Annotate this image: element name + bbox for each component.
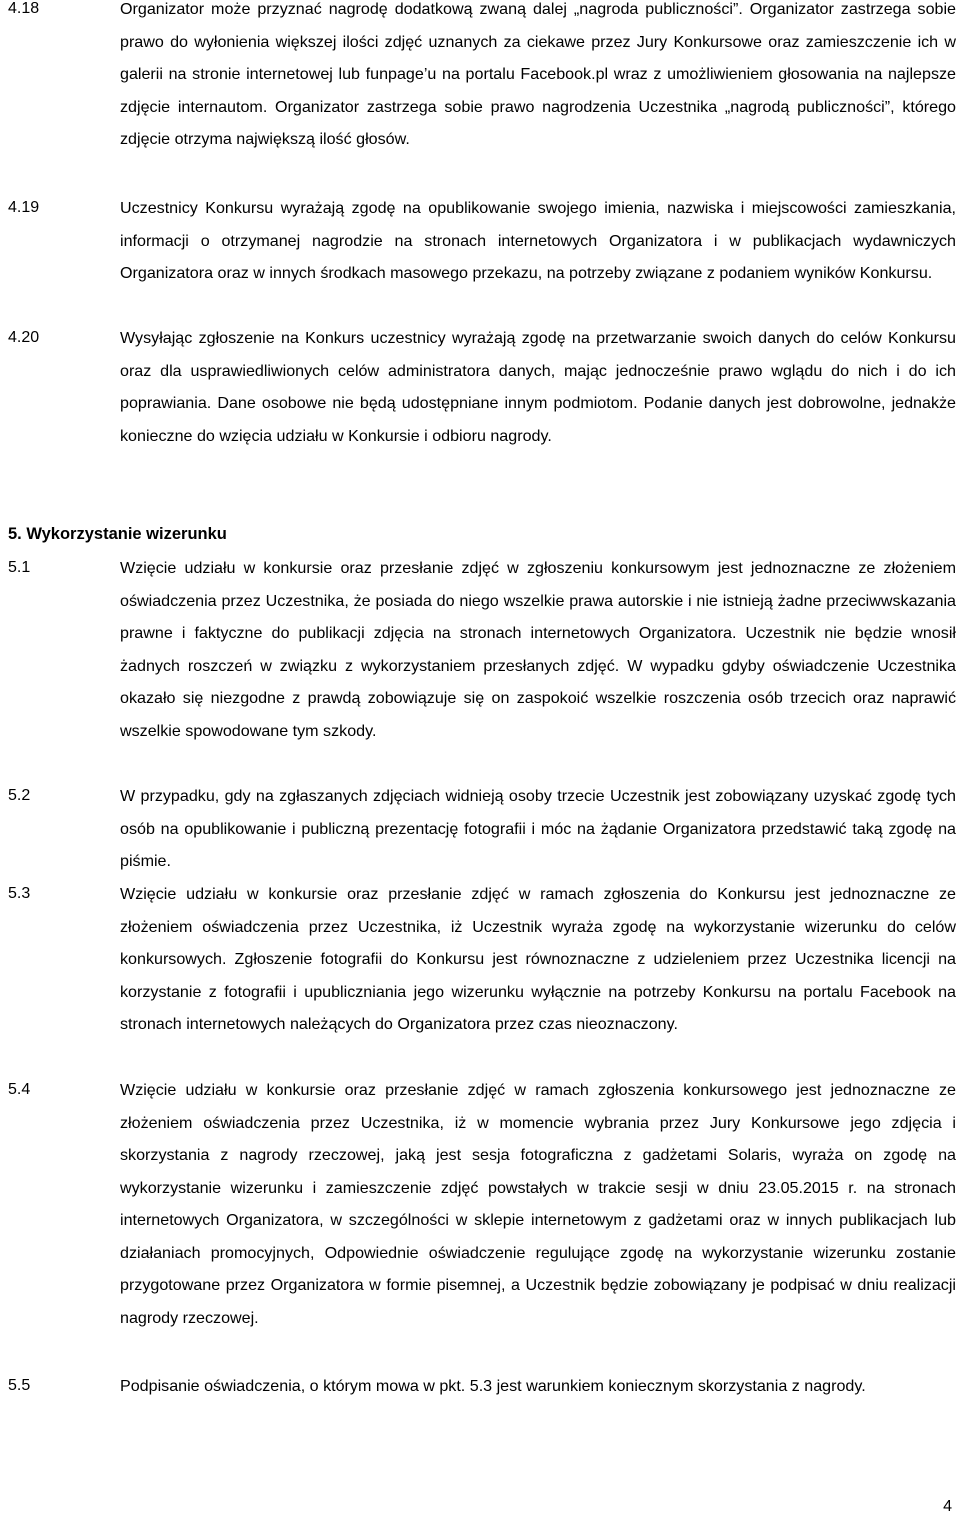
clause-text: Wysyłając zgłoszenie na Konkurs uczestnicy wyrażają zgodę na przetwarzanie swoich danych do celów Konkursu oraz dla usprawiedliwionych celów administratora danych, mając jednocześnie prawo wglądu do nich i do ich poprawiania. Dane osobowe nie będą udostępniane innym podmiotom. Podanie danych jest dobrowolne, jednakże konieczne do wzięcia udziału w Konkursie i odbioru nagrody. bbox=[120, 329, 956, 445]
clause-number: 5.3 bbox=[8, 885, 31, 902]
page-number: 4 bbox=[943, 1498, 952, 1515]
clause-text: Podpisanie oświadczenia, o którym mowa w pkt. 5.3 jest warunkiem koniecznym skorzystania z nagrody. bbox=[120, 1377, 866, 1395]
clause-text: W przypadku, gdy na zgłaszanych zdjęciach widnieją osoby trzecie Uczestnik jest zobowiązany uzyskać zgodę tych osób na opublikowanie i publiczną prezentację fotografii i móc na żądanie Organizatora przedstawić taką zgodę na piśmie. bbox=[120, 787, 956, 870]
clause-number: 5.2 bbox=[8, 787, 31, 804]
section-heading: 5. Wykorzystanie wizerunku bbox=[8, 525, 227, 543]
clause-text: Wzięcie udziału w konkursie oraz przesłanie zdjęć w ramach zgłoszenia konkursowego jest jednoznaczne ze złożeniem oświadczenia przez Uczestnika, iż w momencie wybrania przez Jury Konkursowe jego zdjęcia i skorzystania z nagrody rzeczowej, jaką jest sesja fotograficzna z gadżetami Solaris, wyraża on zgodę na wykorzystanie wizerunku i zamieszczenie zdjęć powstałych w trakcie sesji w dniu 23.05.2015 r. na stronach internetowych Organizatora, w szczególności w sklepie internetowym z gadżetami oraz w innych publikacjach lub działaniach promocyjnych, Odpowiednie oświadczenie regulujące zgodę na wykorzystanie wizerunku zostanie przygotowane przez Organizatora w formie pisemnej, a Uczestnik będzie zobowiązany je podpisać w dniu realizacji nagrody rzeczowej. bbox=[120, 1081, 956, 1327]
clause-number: 4.20 bbox=[8, 329, 40, 346]
clause-text: Wzięcie udziału w konkursie oraz przesłanie zdjęć w zgłoszeniu konkursowym jest jednoznaczne ze złożeniem oświadczenia przez Uczestnika, że posiada do niego wszelkie prawa autorskie i nie istnieją żadne przeciwwskazania prawne i faktyczne do publikacji zdjęcia na stronach internetowych Organizatora. Uczestnik nie będzie wnosił żadnych roszczeń w związku z wykorzystaniem przesłanych zdjęć. W wypadku gdyby oświadczenie Uczestnika okazało się niezgodne z prawdą zobowiązuje się on zaspokoić wszelkie roszczenia osób trzecich oraz naprawić wszelkie spowodowane tym szkody. bbox=[120, 559, 956, 740]
clause-number: 4.19 bbox=[8, 199, 40, 216]
clause-text: Uczestnicy Konkursu wyrażają zgodę na opublikowanie swojego imienia, nazwiska i miejscowości zamieszkania, informacji o otrzymanej nagrodzie na stronach internetowych Organizatora i w publikacjach wydawniczych Organizatora oraz w innych środkach masowego przekazu, na potrzeby związane z podaniem wyników Konkursu. bbox=[120, 199, 956, 282]
clause-number: 5.4 bbox=[8, 1081, 31, 1098]
clause-number: 4.18 bbox=[8, 0, 40, 17]
clause-number: 5.1 bbox=[8, 559, 31, 576]
clause-text: Organizator może przyznać nagrodę dodatkową zwaną dalej „nagroda publiczności”. Organizator zastrzega sobie prawo do wyłonienia większej ilości zdjęć uznanych za ciekawe przez Jury Konkursowe oraz zamieszczenie ich w galerii na stronie internetowej lub funpage’u na portalu Facebook.pl wraz z umożliwieniem głosowania na najlepsze zdjęcie internautom. Organizator zastrzega sobie prawo nagrodzenia Uczestnika „nagrodą publiczności”, którego zdjęcie otrzyma największą ilość głosów. bbox=[120, 0, 956, 148]
clause-number: 5.5 bbox=[8, 1377, 31, 1394]
clause-text: Wzięcie udziału w konkursie oraz przesłanie zdjęć w ramach zgłoszenia do Konkursu jest jednoznaczne ze złożeniem oświadczenia przez Uczestnika, iż Uczestnik wyraża zgodę na wykorzystanie wizerunku do celów konkursowych. Zgłoszenie fotografii do Konkursu jest równoznaczne z udzieleniem przez Uczestnika licencji na korzystanie z fotografii i upubliczniania jego wizerunku wyłącznie na potrzeby Konkursu na portalu Facebook na stronach internetowych należących do Organizatora przez czas nieoznaczony. bbox=[120, 885, 956, 1033]
